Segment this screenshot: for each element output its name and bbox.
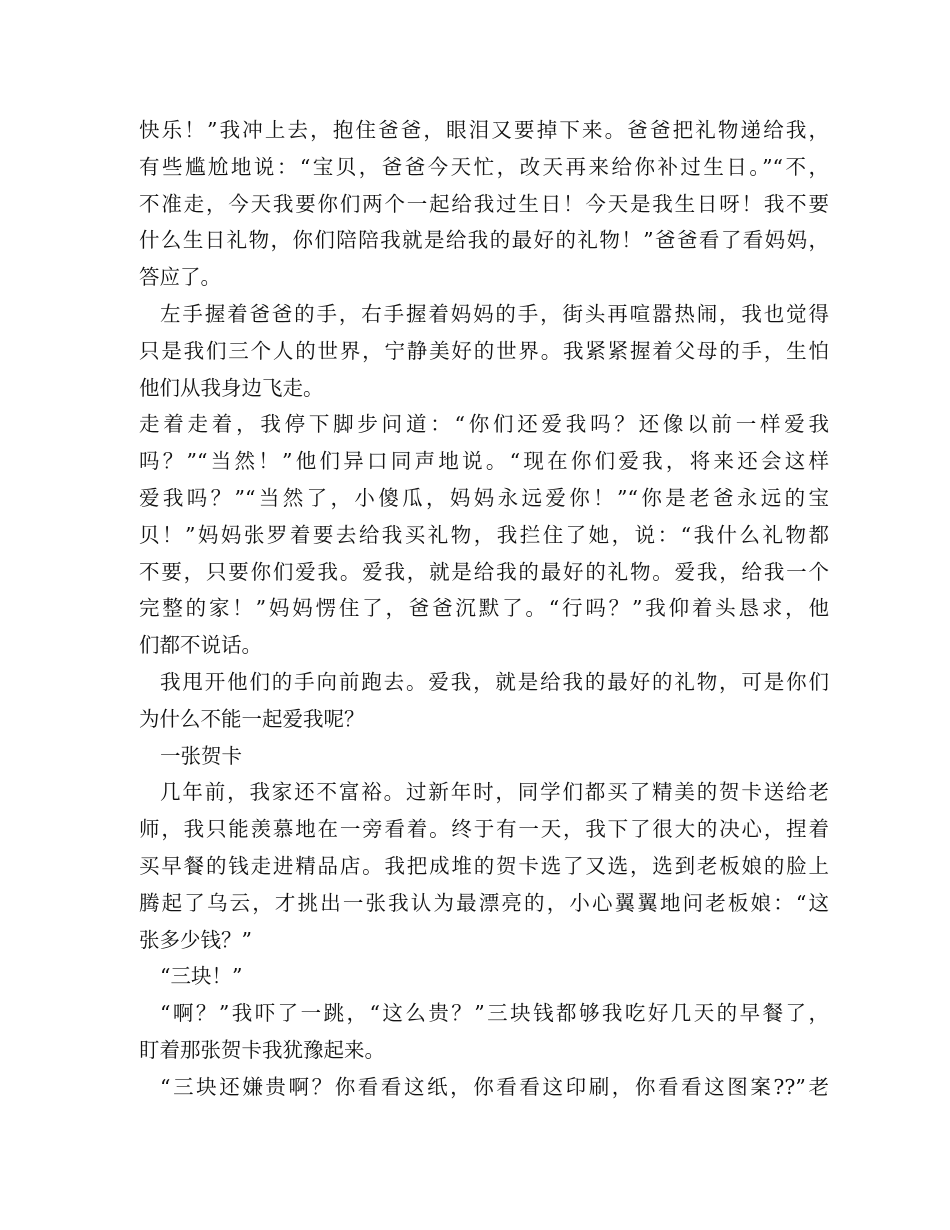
- text-line: 爱我吗？”“当然了，小傻瓜，妈妈永远爱你！”“你是老爸永远的宝: [139, 485, 829, 510]
- section-heading: 一张贺卡: [160, 743, 242, 768]
- text-line: “三块还嫌贵啊？你看看这纸，你看看这印刷，你看看这图案??”老: [160, 1074, 829, 1099]
- text-line: 走着走着，我停下脚步问道：“你们还爱我吗？还像以前一样爱我: [139, 412, 829, 437]
- text-line: 贝！”妈妈张罗着要去给我买礼物，我拦住了她，说：“我什么礼物都: [139, 522, 829, 547]
- text-line: 只是我们三个人的世界，宁静美好的世界。我紧紧握着父母的手，生怕: [139, 338, 829, 363]
- text-line: 不要，只要你们爱我。爱我，就是给我的最好的礼物。爱我，给我一个: [139, 559, 829, 584]
- text-line: 为什么不能一起爱我呢？: [139, 706, 365, 731]
- text-line: “三块！”: [160, 964, 243, 989]
- text-line: 张多少钱？”: [139, 927, 252, 952]
- text-line: 什么生日礼物，你们陪陪我就是给我的最好的礼物！”爸爸看了看妈妈，: [139, 228, 829, 253]
- document-body: [139, 112, 829, 1106]
- text-line: 们都不说话。: [139, 633, 262, 658]
- text-line: 买早餐的钱走进精品店。我把成堆的贺卡选了又选，选到老板娘的脸上: [139, 853, 829, 878]
- text-line: “啊？”我吓了一跳，“这么贵？”三块钱都够我吃好几天的早餐了，: [160, 1001, 829, 1026]
- text-line: 盯着那张贺卡我犹豫起来。: [139, 1037, 385, 1062]
- text-line: 他们从我身边飞走。: [139, 375, 324, 400]
- text-line: 几年前，我家还不富裕。过新年时，同学们都买了精美的贺卡送给老: [160, 780, 829, 805]
- text-line: 有些尴尬地说：“宝贝，爸爸今天忙，改天再来给你补过生日。”“不，: [139, 154, 829, 179]
- text-line: 我甩开他们的手向前跑去。爱我，就是给我的最好的礼物，可是你们: [160, 669, 829, 694]
- text-line: 完整的家！”妈妈愣住了，爸爸沉默了。“行吗？”我仰着头恳求，他: [139, 596, 829, 621]
- text-line: 师，我只能羡慕地在一旁看着。终于有一天，我下了很大的决心，捏着: [139, 817, 829, 842]
- text-line: 左手握着爸爸的手，右手握着妈妈的手，街头再喧嚣热闹，我也觉得: [160, 301, 829, 326]
- text-line: 不准走，今天我要你们两个一起给我过生日！今天是我生日呀！我不要: [139, 191, 829, 216]
- text-line: 答应了。: [139, 265, 221, 290]
- text-line: 快乐！”我冲上去，抱住爸爸，眼泪又要掉下来。爸爸把礼物递给我，: [139, 118, 829, 142]
- text-line: 吗？”“当然！”他们异口同声地说。“现在你们爱我，将来还会这样: [139, 449, 829, 474]
- text-line: 腾起了乌云，才挑出一张我认为最漂亮的，小心翼翼地问老板娘：“这: [139, 890, 829, 915]
